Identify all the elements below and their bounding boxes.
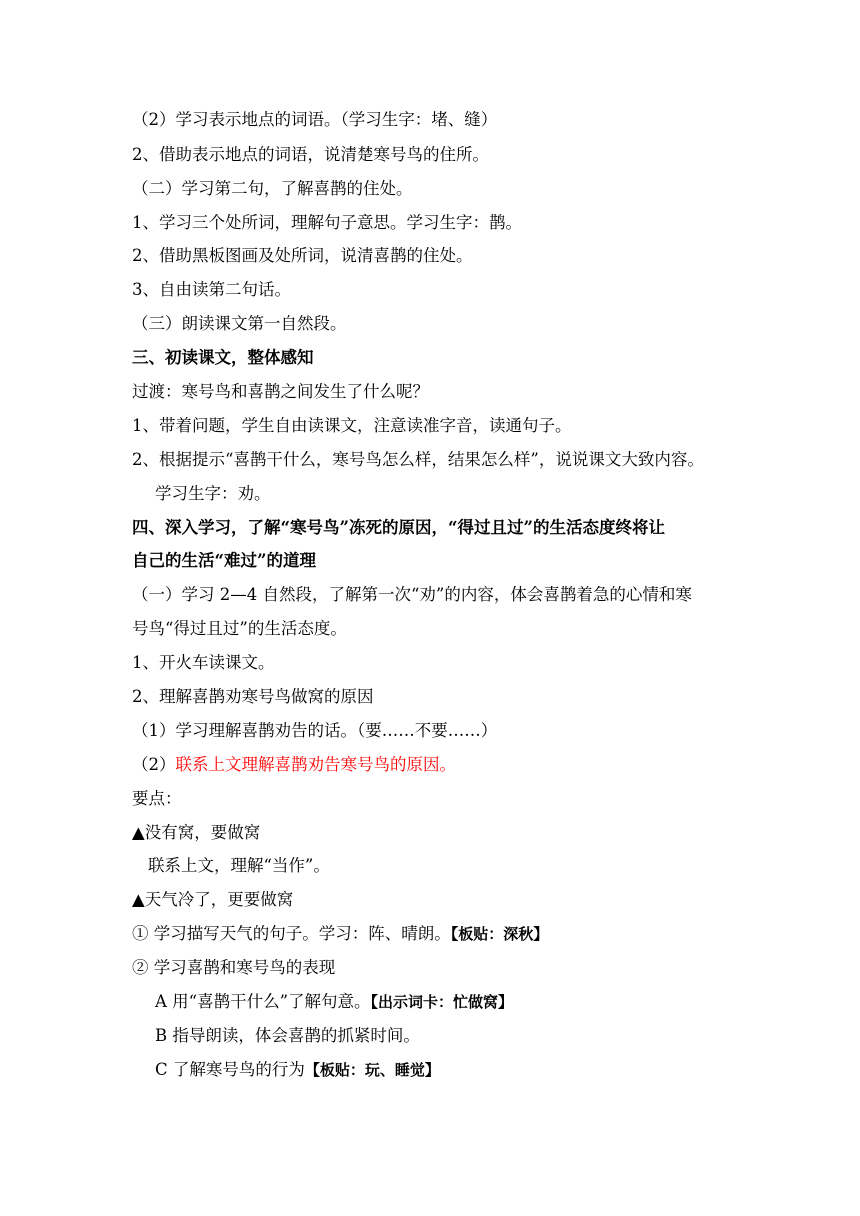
board-note: 【出示词卡：忙做窝】	[370, 993, 514, 1011]
text-line: 1、开火车读课文。	[132, 653, 275, 672]
text-line: 1、带着问题，学生自由读课文，注意读准字音，读通句子。	[132, 416, 572, 435]
text-line: 3、自由读第二句话。	[132, 280, 291, 299]
text-line: （一）学习 2—4 自然段，了解第一次“劝”的内容，体会喜鹊着急的心情和寒	[132, 585, 692, 604]
item-text: ① 学习描写天气的句子。学习：阵、晴朗。	[132, 924, 451, 943]
text-line	[132, 754, 456, 776]
text-line: 要点：	[132, 789, 182, 808]
text-line: 2、理解喜鹊劝寒号鸟做窝的原因	[132, 687, 374, 706]
text-line	[155, 991, 513, 1013]
text-line: ② 学习喜鹊和寒号鸟的表现	[132, 958, 336, 977]
board-note: 【板贴：深秋】	[450, 925, 549, 943]
text-line: 1、学习三个处所词，理解句子意思。学习生字：鹊。	[132, 213, 522, 232]
text-line	[132, 923, 548, 945]
text-line: B 指导朗读，体会喜鹊的抓紧时间。	[155, 1026, 420, 1045]
text-line: （二）学习第二句，了解喜鹊的住处。	[132, 179, 413, 198]
item-text: A 用“喜鹊干什么”了解句意。	[155, 992, 371, 1011]
section-heading: 三、初读课文，整体感知	[132, 348, 314, 367]
text-line: 联系上文，理解“当作”。	[148, 856, 330, 875]
text-line: （2）学习表示地点的词语。（学习生字：堵、缝）	[132, 110, 498, 129]
text-line: （三）朗读课文第一自然段。	[132, 314, 347, 333]
text-line: 2、借助表示地点的词语，说清楚寒号鸟的住所。	[132, 145, 489, 164]
text-line: 2、根据提示“喜鹊干什么，寒号鸟怎么样，结果怎么样”，说说课文大致内容。	[132, 450, 704, 469]
text-line	[155, 1059, 440, 1081]
highlighted-text: 联系上文理解喜鹊劝告寒号鸟的原因。	[175, 755, 456, 774]
bullet-line: ▲天气冷了，更要做窝	[132, 890, 294, 909]
section-heading-cont: 自己的生活“难过”的道理	[132, 551, 316, 570]
text-line: （1）学习理解喜鹊劝告的话。（要……不要……）	[132, 721, 498, 740]
board-note: 【板贴：玩、睡觉】	[304, 1061, 440, 1079]
text-line: 学习生字：劝。	[155, 484, 271, 503]
text-line: 2、借助黑板图画及处所词，说清喜鹊的住处。	[132, 246, 473, 265]
text-line: 号鸟“得过且过”的生活态度。	[132, 619, 347, 638]
text-line: 过渡：寒号鸟和喜鹊之间发生了什么呢？	[132, 382, 429, 401]
item-text: C 了解寒号鸟的行为	[155, 1060, 305, 1079]
section-heading: 四、深入学习，了解“寒号鸟”冻死的原因，“得过且过”的生活态度终将让	[132, 518, 665, 537]
text-prefix: （2）	[132, 755, 176, 774]
bullet-line: ▲没有窝，要做窝	[132, 823, 261, 842]
